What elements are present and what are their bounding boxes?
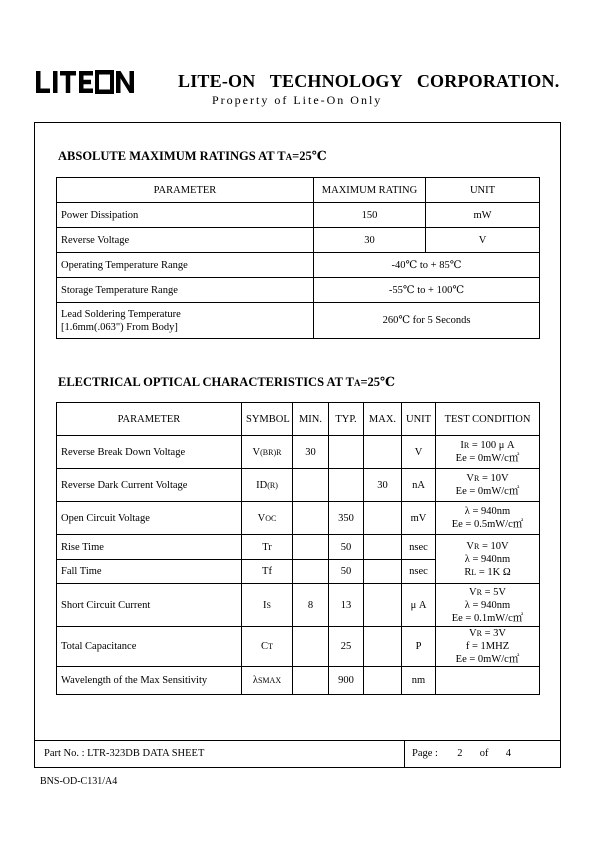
footer-divider-vertical [404, 740, 405, 768]
unit-cell: μ A [402, 584, 436, 627]
typ-cell: 50 [329, 535, 364, 560]
param-cell: Storage Temperature Range [57, 278, 314, 303]
max-cell [364, 667, 402, 695]
elec-table [56, 402, 540, 695]
unit-cell: P [402, 627, 436, 667]
table-row [57, 502, 540, 535]
typ-cell [329, 469, 364, 502]
table-row [57, 469, 540, 502]
col-min: MIN. [293, 403, 329, 436]
col-typ: TYP. [329, 403, 364, 436]
min-cell [293, 535, 329, 560]
min-cell [293, 560, 329, 584]
symbol-cell: VOC [242, 502, 293, 535]
rating-cell: -40℃ to + 85℃ [314, 253, 540, 278]
table-row [57, 667, 540, 695]
footer-divider [34, 740, 561, 741]
document-id: BNS-OD-C131/A4 [40, 776, 118, 787]
typ-cell: 25 [329, 627, 364, 667]
table-header-row [57, 403, 540, 436]
symbol-cell: ID(R) [242, 469, 293, 502]
param-cell: Reverse Dark Current Voltage [57, 469, 242, 502]
page-indicator [412, 748, 511, 759]
typ-cell: 350 [329, 502, 364, 535]
typ-cell [329, 436, 364, 469]
col-unit: UNIT [426, 178, 540, 203]
max-cell [364, 502, 402, 535]
unit-cell: nm [402, 667, 436, 695]
table-row [57, 436, 540, 469]
condition-cell: VR = 10V Ee = 0mW/c㎡ [436, 469, 540, 502]
table-row [57, 535, 540, 560]
min-cell: 30 [293, 436, 329, 469]
symbol-cell: Tr [242, 535, 293, 560]
property-notice: Property of Lite-On Only [212, 93, 383, 107]
table-row [57, 203, 540, 228]
typ-cell: 50 [329, 560, 364, 584]
param-cell: Reverse Voltage [57, 228, 314, 253]
min-cell [293, 502, 329, 535]
condition-cell: VR = 5V λ = 940nm Ee = 0.1mW/c㎡ [436, 584, 540, 627]
unit-cell: V [426, 228, 540, 253]
typ-cell: 13 [329, 584, 364, 627]
min-cell [293, 469, 329, 502]
param-cell: Short Circuit Current [57, 584, 242, 627]
symbol-cell: Tf [242, 560, 293, 584]
col-unit: UNIT [402, 403, 436, 436]
page-label: Page : [412, 748, 438, 759]
symbol-cell: CT [242, 627, 293, 667]
max-cell [364, 535, 402, 560]
rating-cell: 30 [314, 228, 426, 253]
page-of: of [479, 748, 489, 759]
rating-cell: -55℃ to + 100℃ [314, 278, 540, 303]
condition-cell: IR = 100 μ A Ee = 0mW/c㎡ [436, 436, 540, 469]
unit-cell: mV [402, 502, 436, 535]
table-row [57, 253, 540, 278]
max-cell [364, 627, 402, 667]
param-cell: Reverse Break Down Voltage [57, 436, 242, 469]
param-cell: Wavelength of the Max Sensitivity [57, 667, 242, 695]
table-row [57, 278, 540, 303]
unit-cell: nsec [402, 560, 436, 584]
abs-max-title: ABSOLUTE MAXIMUM RATINGS AT TA=25℃ [58, 149, 327, 163]
param-cell: Power Dissipation [57, 203, 314, 228]
param-cell: Open Circuit Voltage [57, 502, 242, 535]
condition-cell [436, 667, 540, 695]
page-total: 4 [505, 748, 511, 759]
symbol-cell: IS [242, 584, 293, 627]
col-test-condition: TEST CONDITION [436, 403, 540, 436]
liteon-logo [36, 70, 134, 94]
unit-cell: nA [402, 469, 436, 502]
unit-cell: nsec [402, 535, 436, 560]
max-cell: 30 [364, 469, 402, 502]
unit-cell: mW [426, 203, 540, 228]
unit-cell: V [402, 436, 436, 469]
param-cell: Lead Soldering Temperature [1.6mm(.063") From Body] [57, 303, 314, 339]
typ-cell: 900 [329, 667, 364, 695]
rating-cell: 150 [314, 203, 426, 228]
symbol-cell: λSMAX [242, 667, 293, 695]
condition-cell: VR = 3V f = 1MHZ Ee = 0mW/c㎡ [436, 627, 540, 667]
min-cell [293, 667, 329, 695]
table-row [57, 627, 540, 667]
max-cell [364, 436, 402, 469]
elec-title: ELECTRICAL OPTICAL CHARACTERISTICS AT TA=25℃ [58, 375, 396, 389]
col-parameter: PARAMETER [57, 178, 314, 203]
col-parameter: PARAMETER [57, 403, 242, 436]
rating-cell: 260℃ for 5 Seconds [314, 303, 540, 339]
max-cell [364, 560, 402, 584]
table-header-row [57, 178, 540, 203]
param-cell: Operating Temperature Range [57, 253, 314, 278]
table-row [57, 584, 540, 627]
col-max-rating: MAXIMUM RATING [314, 178, 426, 203]
param-cell: Fall Time [57, 560, 242, 584]
min-cell [293, 627, 329, 667]
company-name: LITE-ON TECHNOLOGY CORPORATION. [178, 71, 560, 91]
param-cell: Total Capacitance [57, 627, 242, 667]
param-cell: Rise Time [57, 535, 242, 560]
condition-cell: VR = 10V λ = 940nm RL = 1K Ω [436, 535, 540, 584]
table-row [57, 228, 540, 253]
part-number: Part No. : LTR-323DB DATA SHEET [44, 748, 205, 759]
col-max: MAX. [364, 403, 402, 436]
symbol-cell: V(BR)R [242, 436, 293, 469]
abs-max-table [56, 177, 540, 339]
table-row [57, 303, 540, 339]
condition-cell: λ = 940nm Ee = 0.5mW/c㎡ [436, 502, 540, 535]
col-symbol: SYMBOL [242, 403, 293, 436]
max-cell [364, 584, 402, 627]
min-cell: 8 [293, 584, 329, 627]
page-number: 2 [457, 748, 463, 759]
